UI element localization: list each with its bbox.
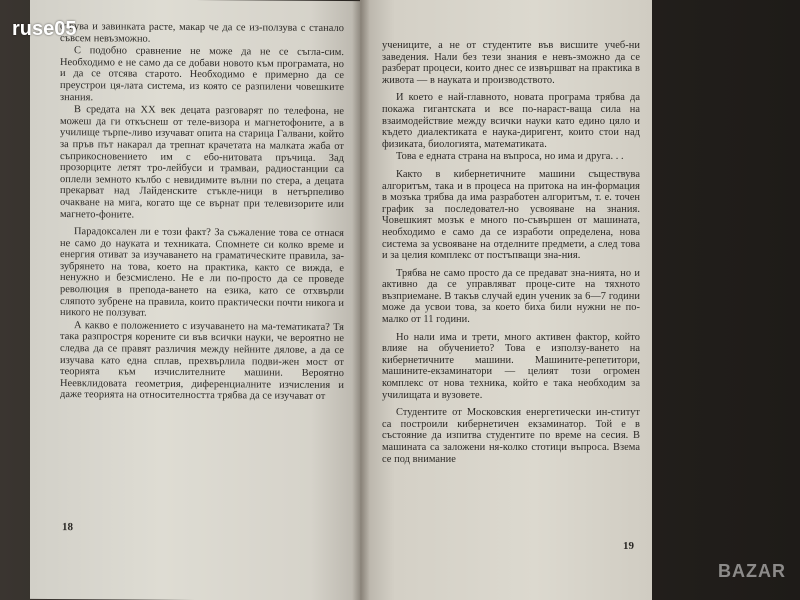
book-spine-shadow: [352, 0, 370, 600]
right-paragraph-4: Както в кибернетичните машини съществува алгоритъм, така и в процеса на притока на ин-формация в мозъка трябва да има разработен алгоритъм, т. е. точен график за последовател-но усвояване на знания. Човешкият мозък е много по-съвършен от машината, необходимо е само да се изработи определена, нова система за усвояване на отделните предмети, а след това и за целия комплекс от постъпващи зна-ния.: [382, 168, 640, 262]
right-paragraph-3: Това е едната страна на въпроса, но има и друга. . .: [396, 151, 624, 163]
left-page: [30, 0, 360, 600]
left-paragraph-3: В средата на XX век децата разговарят по телефона, не можеш да ги откъснеш от теле-визора и магнетофоните, а в училище търпе-ливо изучават опита на старица Галвани, който за пръв път накарал да трепнат крачетата на малката жаба от съприкосновението им с ебо-нитовата пръчица. Зад прозорците летят тро-лейбуси и трамваи, радиостанции са оплели земното кълбо с невидимите вълни по стера, а децата прекарват над Лайденските стъкле-ници в нетърпеливо очакване на мига, когато ще се върнат при телевизорите или магнето-фоните.: [60, 104, 344, 221]
right-paragraph-5: Трябва не само просто да се предават зна-нията, но и активно да се управляват проце-сите на тяхното възприемане. В такъв случай един ученик за 6—7 години може да усвои това, за което биха били нужни не по-малко от 11 години.: [382, 267, 640, 326]
left-paragraph-5: А какво е положението с изучаването на ма-тематиката? Тя така разпростря корените си във всички науки, че вероятно не следва да се правят различия между нейните дялове, а да се изучава като една сплав, прехвърлила подви-жен мост от теорията към изчислителните машини. Вероятно Неевклидовата геометрия, диференциалните изчисления и даже теорията на относителността трябва да се изучават от: [60, 319, 344, 403]
left-paragraph-2: С подобно сравнение не може да не се съгла-сим. Необходимо е не само да се добави новото към програмата, но и да се отсява старото. Необходимо е примерно да се преустрои ця-лата система, из която се разпилени човешките знания.: [60, 45, 344, 103]
right-paragraph-7: Студентите от Московския енергетически ин-ститут са построили кибернетичен екзаминатор. Той е в състояние да изпитва студентите по време на сесия. В машината са заложени ня-колко стотици въпроса. Взема се под внимание: [382, 407, 640, 465]
left-paragraph-1: ствува и завинката расте, макар че да се из-ползува с станало съвсем невъзможно.: [60, 21, 344, 45]
right-paragraph-1: учениците, а не от студентите във висшите учеб-ни заведения. Нали без тези знания е невъ-зможно да се разберат процеси, които днес се извършват на практика в живота — в науката и производството.: [382, 40, 640, 86]
right-paragraph-2: И което е най-главното, новата програма трябва да покажа гигантската и все по-нараст-ваща сила на взаимодействие между всички науки като едино цяло и къдeто диалектиката е наука-диригент, които стои над физиката, биологията, математиката.: [382, 92, 640, 150]
right-paragraph-6: Но нали има и трети, много активен фактор, който влияе на обучението? Това е използу-ването на кибернетичните машини. Машините-репетитори, машините-екзаминатори — целият този огромен комплекс от нова техника, който е така необходим за училищата и вузовете.: [382, 331, 640, 401]
right-page: [360, 0, 652, 600]
page-number-right: 19: [623, 540, 634, 552]
brand-logo: BAZAR: [718, 561, 786, 581]
page-number-left: 18: [62, 521, 73, 534]
watermark-logo: ruse05: [12, 18, 77, 40]
left-paragraph-4: Парадоксален ли е този факт? За съжаление това се отнася не само до науката и техниката. Спомнете си колко време и енергия отиват за изучаването на граматическите правила, за-зубрянето на това, което на практика, както се вижда, е ненужно и безсмислено. Не е ли по-просто да се проведе революция в препода-ването на езика, като се отхвърли сляпото зубрене на правила, които практически почти никога и никого не ползуват.: [60, 226, 344, 319]
